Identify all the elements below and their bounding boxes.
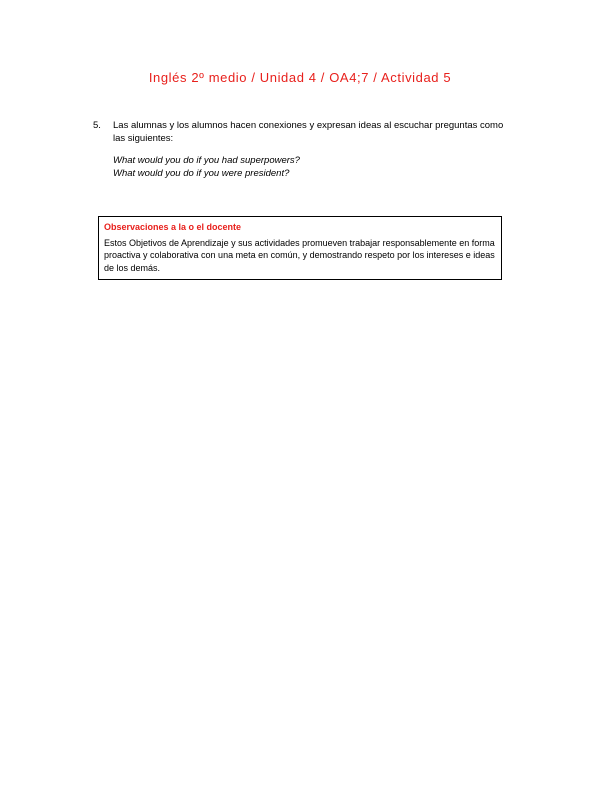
question-2: What would you do if you were president?: [113, 168, 290, 179]
question-list: [113, 154, 513, 180]
item-number: 5.: [93, 120, 101, 131]
page-title: Inglés 2º medio / Unidad 4 / OA4;7 / Actividad 5: [148, 70, 452, 85]
teacher-notes-body: Estos Objetivos de Aprendizaje y sus actividades promueven trabajar responsablemente en forma proactiva y colaborativa con una meta en común, y demostrando respeto por los intereses e ideas de los demás.: [104, 237, 495, 273]
teacher-notes-title: Observaciones a la o el docente: [104, 222, 242, 232]
activity-item: [93, 119, 513, 180]
question-1: What would you do if you had superpowers?: [113, 155, 300, 166]
activity-text: Las alumnas y los alumnos hacen conexiones y expresan ideas al escuchar preguntas como las siguientes:: [113, 120, 504, 144]
teacher-notes-box: [98, 216, 502, 280]
item-body: [113, 119, 513, 180]
